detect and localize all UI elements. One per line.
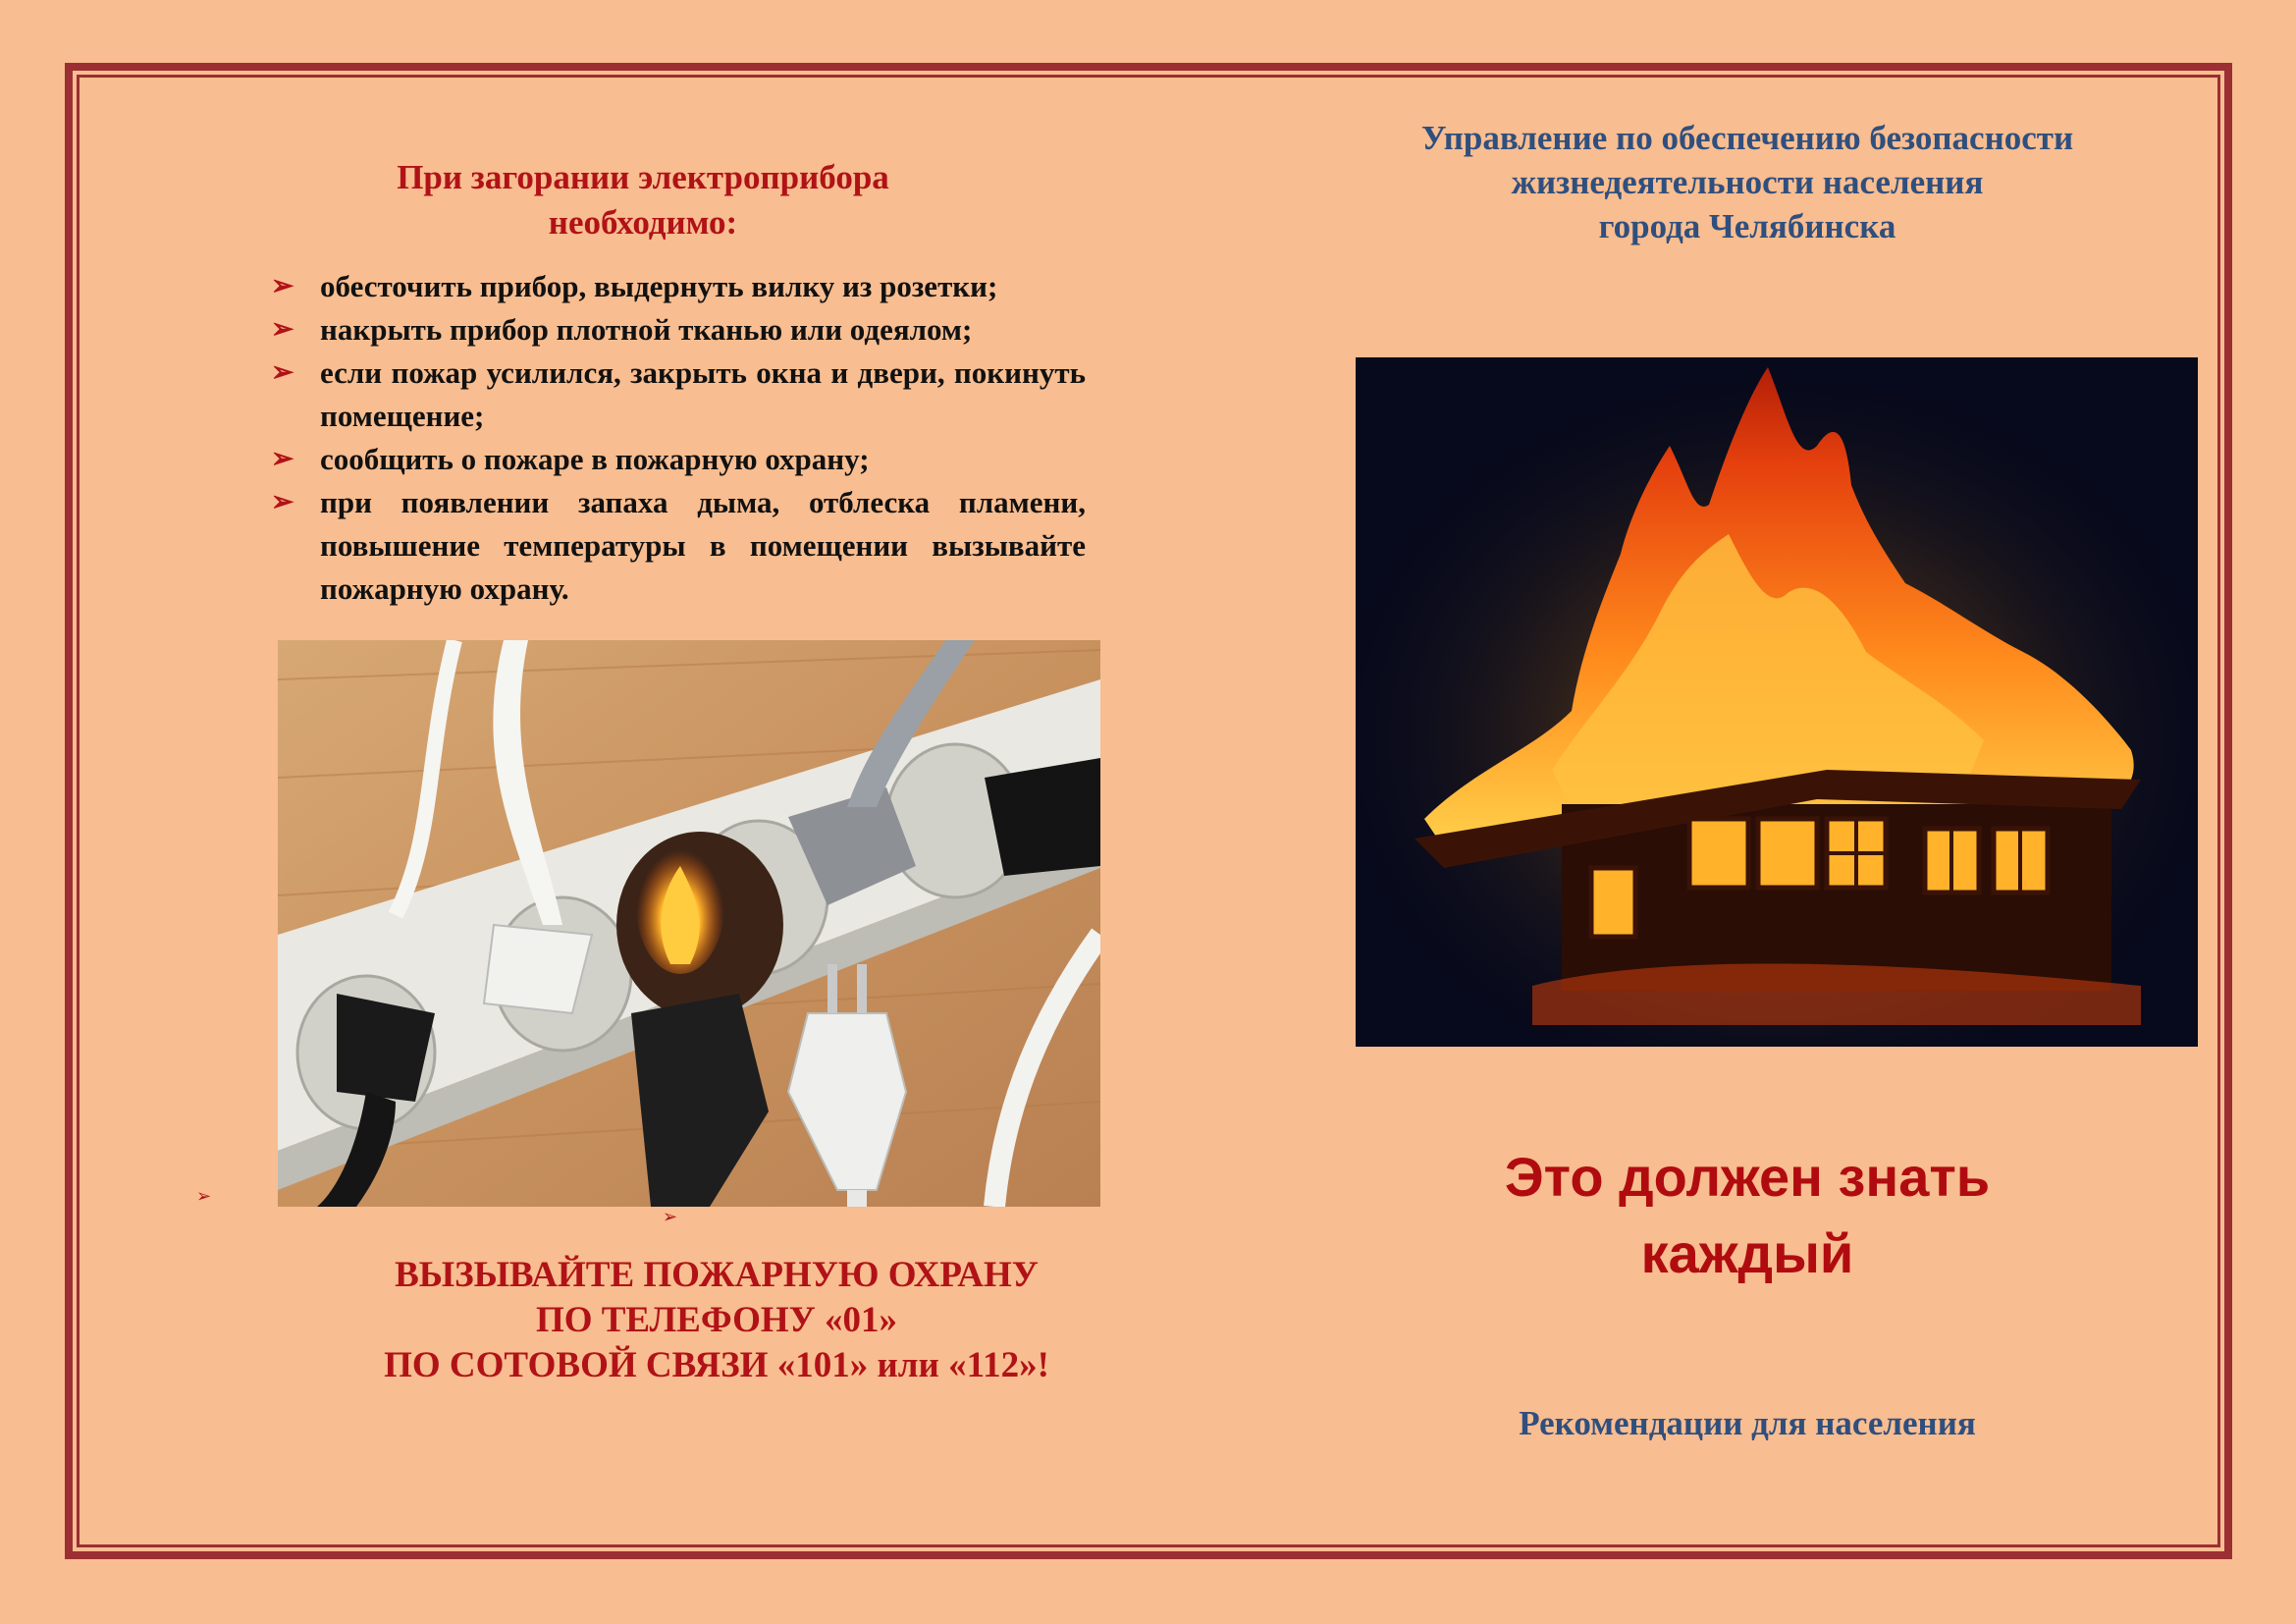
arrow-bullet-icon: ➢ <box>196 1186 212 1206</box>
slogan-line2: каждый <box>1640 1222 1854 1284</box>
arrow-bullet-icon: ➢ <box>271 314 294 345</box>
org-line2: жизнедеятельности населения <box>1511 163 1984 201</box>
list-item: ➢ если пожар усилился, закрыть окна и двери, покинуть помещение; <box>271 352 1086 438</box>
left-heading-line1: При загорании электроприбора <box>397 158 889 196</box>
arrow-bullet-icon: ➢ <box>271 357 294 388</box>
org-line1: Управление по обеспечению безопасности <box>1420 119 2074 157</box>
left-heading-line2: необходимо: <box>548 203 738 242</box>
arrow-bullet-icon: ➢ <box>271 444 294 474</box>
slogan <box>1355 1139 2140 1292</box>
slogan-line1: Это должен знать <box>1504 1146 1991 1208</box>
emergency-call-text <box>294 1253 1139 1388</box>
list-item: ➢ накрыть прибор плотной тканью или одеялом; <box>271 308 1086 352</box>
recommendations-label: Рекомендации для населения <box>1519 1404 1976 1442</box>
org-line3: города Челябинска <box>1598 207 1896 245</box>
left-heading <box>294 155 991 245</box>
list-item: ➢ обесточить прибор, выдернуть вилку из розетки; <box>271 265 1086 308</box>
burning-power-strip-photo <box>278 640 1100 1207</box>
arrow-bullet-icon: ➢ <box>271 487 294 517</box>
call-line1: ВЫЗЫВАЙТЕ ПОЖАРНУЮ ОХРАНУ <box>395 1255 1039 1295</box>
list-item: ➢ сообщить о пожаре в пожарную охрану; <box>271 438 1086 481</box>
arrow-bullet-icon: ➢ <box>271 271 294 301</box>
burning-house-photo <box>1356 357 2198 1047</box>
call-line2: ПО ТЕЛЕФОНУ «01» <box>535 1300 898 1340</box>
arrow-bullet-icon: ➢ <box>663 1207 678 1226</box>
list-item: ➢ при появлении запаха дыма, отблеска пламени, повышение температуры в помещении вызывайте пожарную охрану. <box>271 481 1086 611</box>
call-line3: ПО СОТОВОЙ СВЯЗИ «101» или «112»! <box>384 1345 1049 1385</box>
instructions-list <box>271 265 1086 611</box>
organization-name <box>1315 116 2179 248</box>
